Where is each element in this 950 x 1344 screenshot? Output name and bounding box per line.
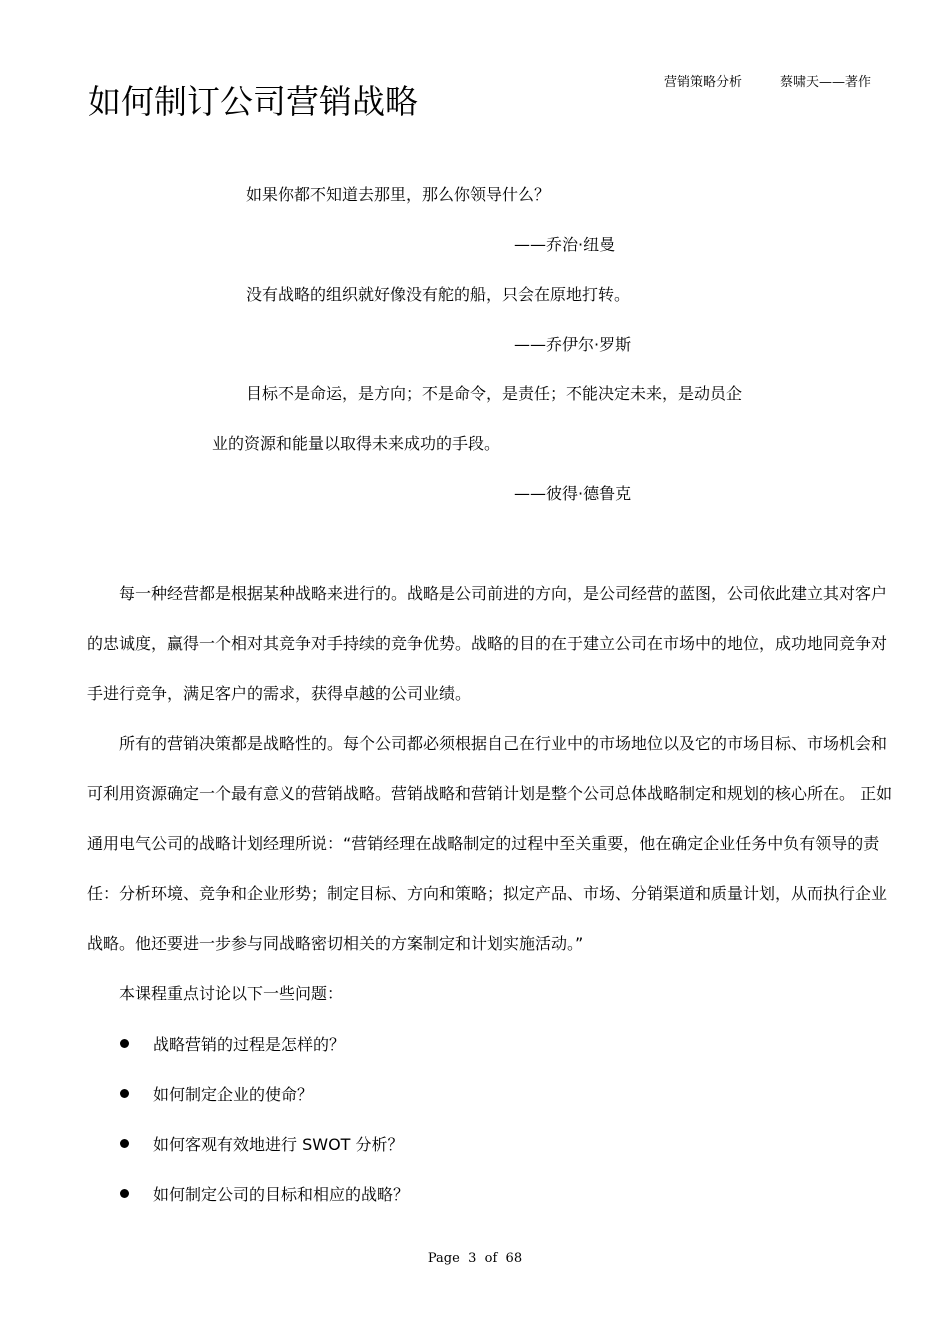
header-author: 蔡啸天——著作 bbox=[780, 75, 872, 90]
list-item-text: 战略营销的过程是怎样的？ bbox=[153, 1035, 346, 1054]
header-section: 营销策略分析 bbox=[664, 75, 743, 90]
list-item bbox=[120, 1020, 409, 1070]
body-paragraph-3: 本课程重点讨论以下一些问题： bbox=[119, 984, 344, 1003]
bullet-icon bbox=[120, 1039, 129, 1048]
quote-3-text-line1: 目标不是命运，是方向；不是命令，是责任；不能决定未来，是动员企 bbox=[246, 384, 743, 403]
list-item-text: 如何制定企业的使命？ bbox=[153, 1085, 314, 1104]
list-item-text: 如何制定公司的目标和相应的战略？ bbox=[153, 1185, 410, 1204]
list-item bbox=[120, 1170, 409, 1220]
running-header bbox=[664, 71, 871, 90]
quote-3-source: ——彼得·德鲁克 bbox=[514, 484, 632, 503]
footer-total-pages: 68 bbox=[505, 1251, 523, 1266]
footer-page-number: 3 bbox=[468, 1251, 477, 1266]
list-item bbox=[120, 1070, 409, 1120]
quote-2-source: ——乔伊尔·罗斯 bbox=[514, 335, 632, 354]
bullet-icon bbox=[120, 1189, 129, 1198]
quote-1-text: 如果你都不知道去那里，那么你领导什么？ bbox=[246, 185, 551, 204]
question-list bbox=[120, 1020, 409, 1220]
page-footer bbox=[0, 1251, 950, 1266]
bullet-icon bbox=[120, 1089, 129, 1098]
footer-page-label: Page bbox=[427, 1251, 460, 1266]
quote-2-text: 没有战略的组织就好像没有舵的船，只会在原地打转。 bbox=[246, 285, 631, 304]
quote-3-text-line2: 业的资源和能量以取得未来成功的手段。 bbox=[212, 434, 501, 453]
body-paragraph-2: 所有的营销决策都是战略性的。每个公司都必须根据自己在行业中的市场地位以及它的市场目标、市场机会和可利用资源确定一个最有意义的营销战略。营销战略和营销计划是整个公司总体战略制定和规划的核心所在。 正如通用电气公司的战略计划经理所说：“营销经理在战略制定的过程中至关重要，他在确定企业任务中负有领导的责任：分析环境、竞争和企业形势；制定目标、方向和策略；拟定产品、市场、分销渠道和质量计划，从而执行企业战略。他还要进一步参与同战略密切相关的方案制定和计划实施活动。” bbox=[87, 734, 893, 953]
quote-1-source: ——乔治·纽曼 bbox=[514, 235, 616, 254]
footer-of-label: of bbox=[484, 1251, 498, 1266]
bullet-icon bbox=[120, 1139, 129, 1148]
list-item bbox=[120, 1120, 409, 1170]
page-title: 如何制订公司营销战略 bbox=[88, 82, 418, 121]
list-item-text: 如何客观有效地进行 SWOT 分析？ bbox=[153, 1135, 404, 1154]
body-paragraph-1: 每一种经营都是根据某种战略来进行的。战略是公司前进的方向，是公司经营的蓝图，公司依此建立其对客户的忠诚度，赢得一个相对其竞争对手持续的竞争优势。战略的目的在于建立公司在市场中的地位，成功地同竞争对手进行竞争，满足客户的需求，获得卓越的公司业绩。 bbox=[87, 584, 888, 703]
